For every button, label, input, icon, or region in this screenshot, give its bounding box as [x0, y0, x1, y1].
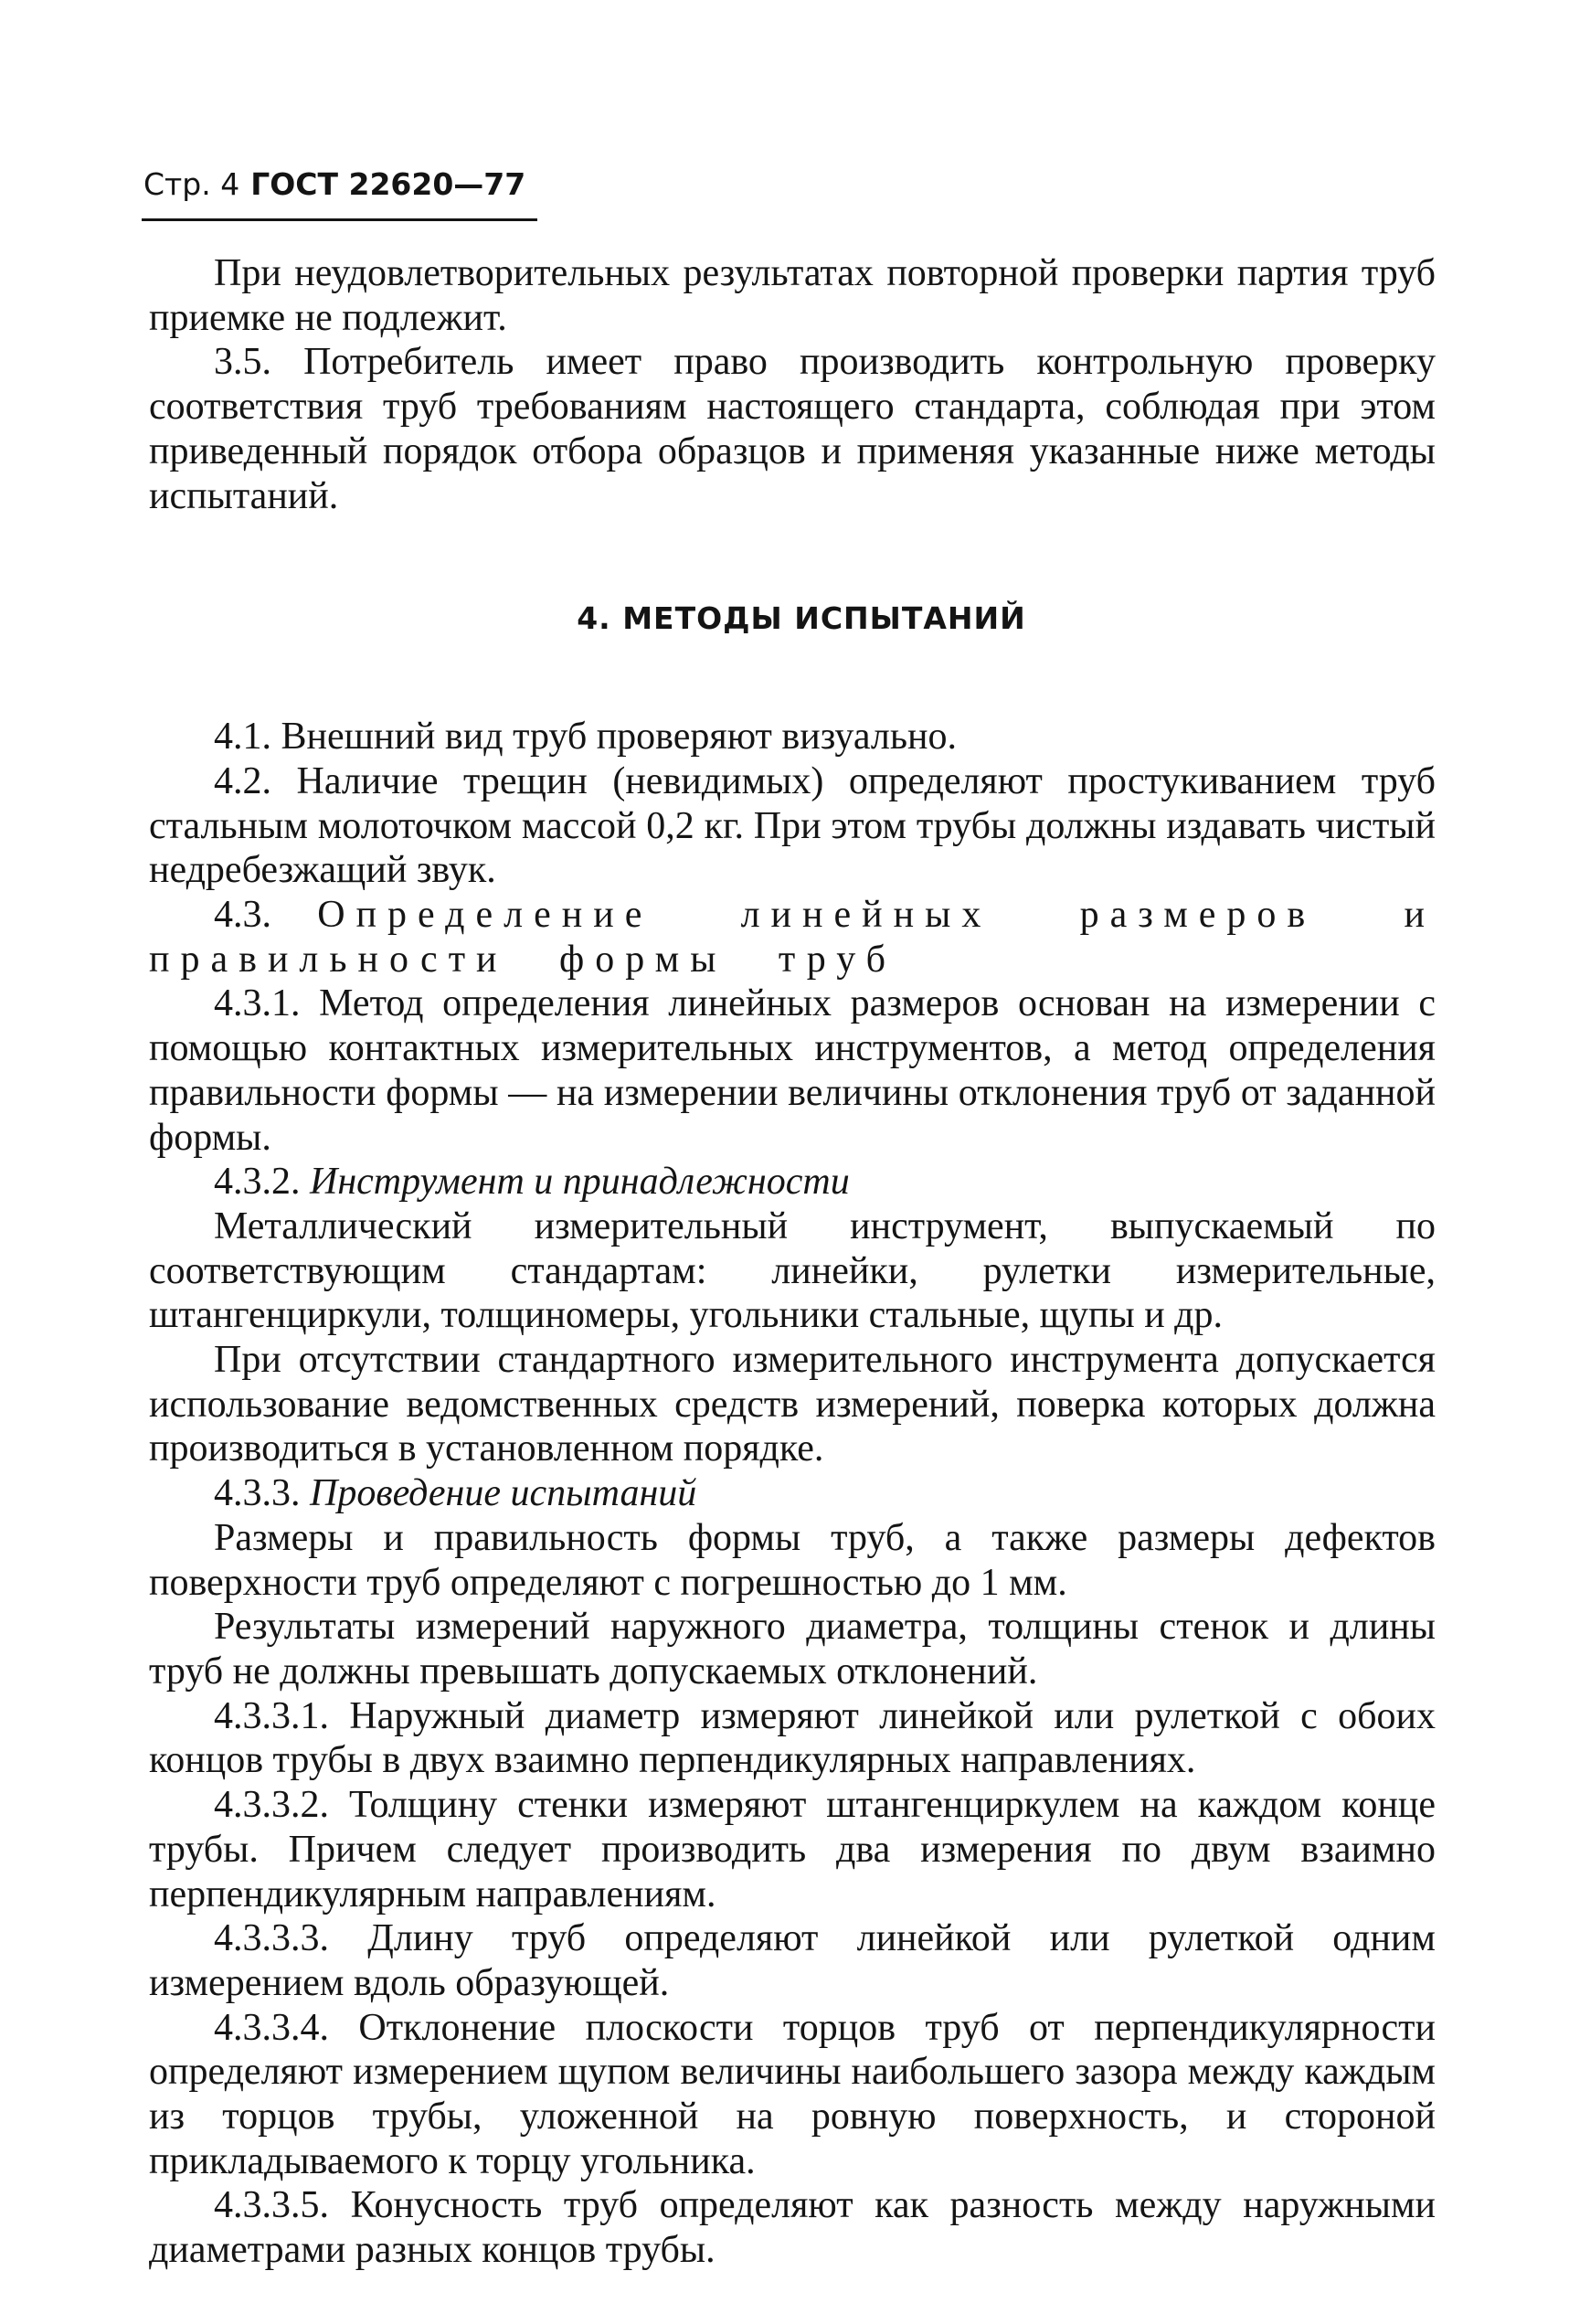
paragraph-4-3-3-1: 4.3.3.1. Наружный диаметр измеряют линейкой или рулеткой с обоих концов трубы в двух взаимно перпендикулярных направлениях.: [149, 1694, 1436, 1782]
paragraph-4-3-3-4: 4.3.3.4. Отклонение плоскости торцов труб от перпендикулярности определяют измерением щупом величины наибольшего зазора между каждым из торцов трубы, уложенной на ровную поверхность, и стороной прикладываемого к торцу угольника.: [149, 2006, 1436, 2182]
header-divider: [142, 218, 537, 221]
paragraph-4-2: 4.2. Наличие трещин (невидимых) определяют простукиванием труб стальным молоточком массой 0,2 кг. При этом трубы должны издавать чистый недребезжащий звук.: [149, 759, 1436, 892]
subsection-4-3-heading: [149, 893, 1436, 982]
standard-designation: ГОСТ 22620—77: [250, 166, 526, 202]
subsection-4-3-2-heading: [149, 1160, 1436, 1204]
paragraph-4-3-3-3: 4.3.3.3. Длину труб определяют линейкой или рулеткой одним измерением вдоль образующей.: [149, 1917, 1436, 2004]
body-text: [149, 251, 1436, 2273]
paragraph-accuracy: Размеры и правильность формы труб, а также размеры дефектов поверхности труб определяют с погрешностью до 1 мм.: [149, 1516, 1436, 1604]
paragraph-nonstandard-instruments: При отсутствии стандартного измерительного инструмента допускается использование ведомственных средств измерений, поверка которых должна производиться в установленном порядке.: [149, 1339, 1436, 1470]
paragraph-4-1: 4.1. Внешний вид труб проверяют визуально.: [214, 716, 957, 759]
section-title: 4. МЕТОДЫ ИСПЫТАНИЙ: [577, 600, 1026, 637]
subsection-4-3-number: 4.3.: [214, 894, 271, 937]
subsection-4-3-title: Определение линейных размеров и правильности формы труб: [149, 894, 1436, 981]
page-number: Стр. 4: [143, 166, 240, 202]
paragraph-tolerances: Результаты измерений наружного диаметра, толщины стенок и длины труб не должны превышать допускаемых отклонений.: [149, 1606, 1436, 1693]
paragraph-4-3-1: 4.3.1. Метод определения линейных размеров основан на измерении с помощью контактных измерительных инструментов, а метод определения правильности формы — на измерении величины отклонения труб от заданной формы.: [149, 982, 1436, 1159]
subsection-4-3-3-heading: [149, 1471, 1436, 1516]
paragraph-instruments: Металлический измерительный инструмент, выпускаемый по соответствующим стандартам: линейки, рулетки измерительные, штангенциркули, толщиномеры, угольники стальные, щупы и др.: [149, 1204, 1436, 1337]
paragraph-4-3-3-5: 4.3.3.5. Конусность труб определяют как разность между наружными диаметрами разных концов трубы.: [149, 2184, 1436, 2272]
subsection-4-3-2-title: Инструмент и принадлежности: [310, 1161, 850, 1204]
subsection-4-3-3-title: Проведение испытаний: [310, 1472, 697, 1515]
subsection-4-3-3-number: 4.3.3.: [214, 1472, 301, 1515]
paragraph-4-3-3-2: 4.3.3.2. Толщину стенки измеряют штангенциркулем на каждом конце трубы. Причем следует производить два измерения по двум взаимно перпендикулярным направлениям.: [149, 1784, 1436, 1915]
paragraph-rejection: При неудовлетворительных результатах повторной проверки партия труб приемке не подлежит.: [149, 252, 1436, 339]
page-header: [143, 166, 525, 203]
subsection-4-3-2-number: 4.3.2.: [214, 1161, 301, 1204]
paragraph-3-5: 3.5. Потребитель имеет право производить контрольную проверку соответствия труб требованиям настоящего стандарта, соблюдая при этом приведенный порядок отбора образцов и применяя указанные ниже методы испытаний.: [149, 341, 1436, 517]
